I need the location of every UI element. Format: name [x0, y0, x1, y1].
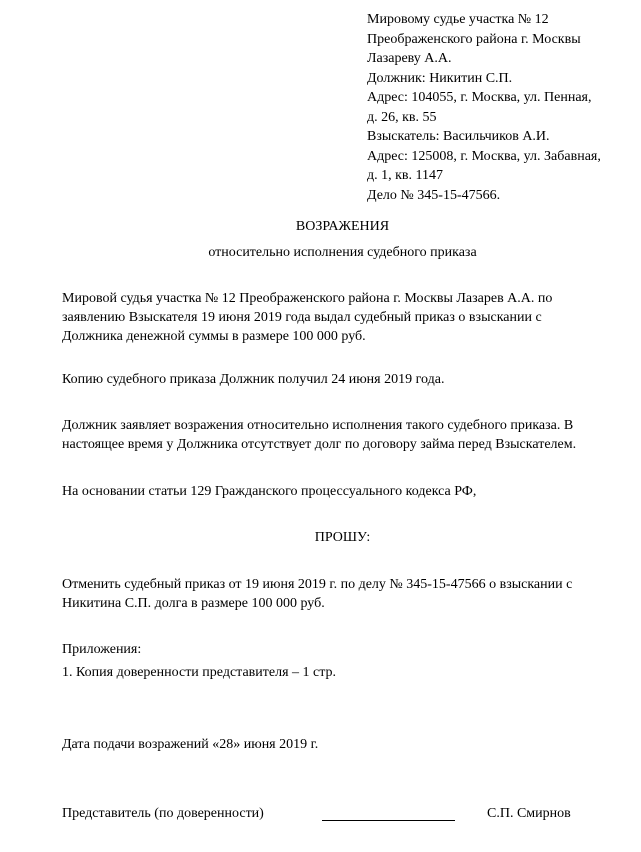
attachments-heading: Приложения:	[62, 642, 142, 657]
paragraph-line: Должник заявляет возражения относительно исполнения такого судебного приказа. В	[62, 418, 574, 433]
filing-date: Дата подачи возражений «28» июня 2019 г.	[62, 737, 319, 752]
attachment-item: 1. Копия доверенности представителя – 1 стр.	[62, 665, 337, 680]
addressee-line: Лазареву А.А.	[367, 51, 452, 66]
addressee-line: Должник: Никитин С.П.	[367, 70, 513, 86]
document-title: ВОЗРАЖЕНИЯ	[295, 219, 390, 234]
addressee-line: Дело № 345-15-47566.	[367, 187, 501, 203]
paragraph-copy-received	[62, 370, 592, 389]
signature-line	[322, 820, 455, 821]
signature-role: Представитель (по доверенности)	[62, 806, 264, 821]
paragraph-request	[62, 575, 592, 613]
paragraph-court-order	[62, 289, 592, 346]
paragraph-line: настоящее время у Должника отсутствует долг по договору займа перед Взыскателем.	[62, 437, 577, 452]
signatory-name: С.П. Смирнов	[487, 806, 571, 821]
addressee-line: д. 1, кв. 1147	[367, 168, 444, 183]
paragraph-line: Никитина С.П. долга в размере 100 000 руб.	[62, 596, 325, 611]
paragraph-line: Должника денежной суммы в размере 100 000 руб.	[62, 329, 366, 344]
paragraph-line: Копию судебного приказа Должник получил 24 июня 2019 года.	[62, 372, 445, 387]
document-subtitle: относительно исполнения судебного приказа	[208, 245, 477, 260]
paragraph-line: Отменить судебный приказ от 19 июня 2019 г. по делу № 345-15-47566 о взыскании с	[62, 577, 573, 592]
addressee-line: Мировому судье участка № 12	[367, 12, 549, 27]
addressee-line: Преображенского района г. Москвы	[367, 31, 581, 47]
addressee-line: Адрес: 125008, г. Москва, ул. Забавная,	[367, 148, 601, 164]
addressee-line: Адрес: 104055, г. Москва, ул. Пенная,	[367, 90, 592, 105]
paragraph-objection	[62, 416, 592, 454]
addressee-line: д. 26, кв. 55	[367, 109, 437, 125]
addressee-block	[367, 10, 617, 205]
paragraph-line: заявлению Взыскателя 19 июня 2019 года выдал судебный приказ о взыскании с	[62, 310, 542, 325]
addressee-line: Взыскатель: Васильчиков А.И.	[367, 129, 550, 144]
paragraph-legal-basis	[62, 482, 592, 501]
paragraph-line: На основании статьи 129 Гражданского процессуального кодекса РФ,	[62, 484, 477, 499]
paragraph-line: Мировой судья участка № 12 Преображенского района г. Москвы Лазарев А.А. по	[62, 291, 553, 306]
request-heading: ПРОШУ:	[314, 530, 371, 545]
